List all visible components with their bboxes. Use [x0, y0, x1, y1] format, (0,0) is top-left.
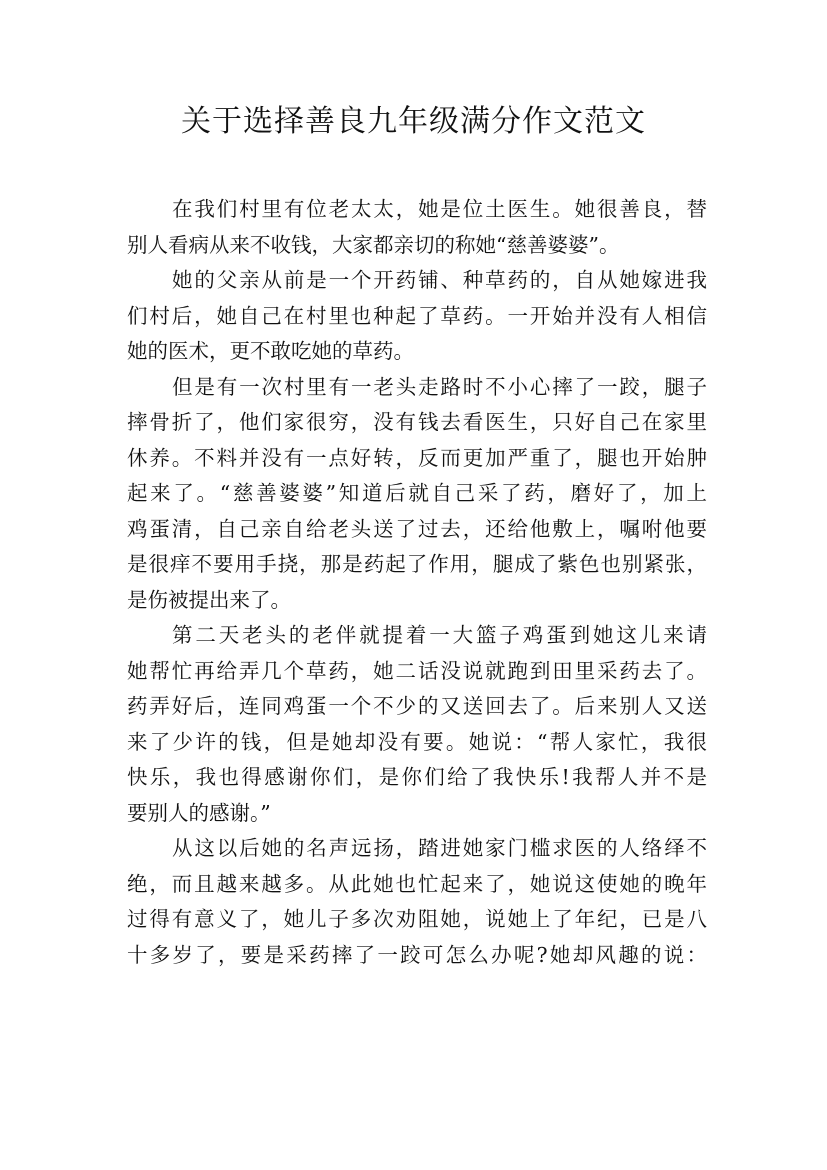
text-line: 过得有意义了，她儿子多次劝阻她，说她上了年纪，已是八 [127, 907, 707, 931]
text-line: 们村后，她自己在村里也种起了草药。一开始并没有人相信 [127, 303, 707, 328]
text-line: 别人看病从来不收钱，大家都亲切的称她“慈善婆婆”。 [127, 232, 620, 257]
text-line: 起来了。“慈善婆婆”知道后就自己采了药，磨好了，加上 [127, 481, 707, 505]
text-line: 在我们村里有位老太太，她是位土医生。她很善良，替 [172, 197, 707, 221]
text-line: 来了少许的钱，但是她却没有要。她说：“帮人家忙，我很 [127, 729, 707, 754]
text-line: 是很痒不要用手挠，那是药起了作用，腿成了紫色也别紧张， [127, 552, 707, 576]
text-line: 摔骨折了，他们家很穷，没有钱去看医生，只好自己在家里 [127, 410, 707, 434]
text-line: 但是有一次村里有一老头走路时不小心摔了一跤，腿子 [172, 374, 707, 399]
text-line: 她帮忙再给弄几个草药，她二话没说就跑到田里采药去了。 [127, 658, 707, 683]
text-line: 快乐，我也得感谢你们，是你们给了我快乐!我帮人并不是 [127, 765, 707, 789]
text-line: 她的父亲从前是一个开药铺、种草药的，自从她嫁进我 [172, 268, 707, 292]
text-line: 休养。不料并没有一点好转，反而更加严重了，腿也开始肿 [127, 445, 707, 470]
document-body [127, 192, 707, 973]
document-title: 关于选择善良九年级满分作文范文 [181, 104, 646, 139]
text-line: 从这以后她的名声远扬，踏进她家门槛求医的人络绎不 [172, 836, 707, 860]
text-line: 鸡蛋清，自己亲自给老头送了过去，还给他敷上，嘱咐他要 [127, 516, 707, 541]
text-line: 她的医术，更不敢吃她的草药。 [127, 339, 414, 363]
text-line: 是伤被提出来了。 [127, 587, 291, 612]
text-line: 第二天老头的老伴就提着一大篮子鸡蛋到她这儿来请 [172, 623, 707, 647]
text-line: 十多岁了，要是采药摔了一跤可怎么办呢?她却风趣的说： [127, 942, 707, 967]
text-line: 药弄好后，连同鸡蛋一个不少的又送回去了。后来别人又送 [127, 694, 707, 718]
text-line: 要别人的感谢。” [127, 800, 271, 825]
text-line: 绝，而且越来越多。从此她也忙起来了，她说这使她的晚年 [127, 871, 707, 896]
